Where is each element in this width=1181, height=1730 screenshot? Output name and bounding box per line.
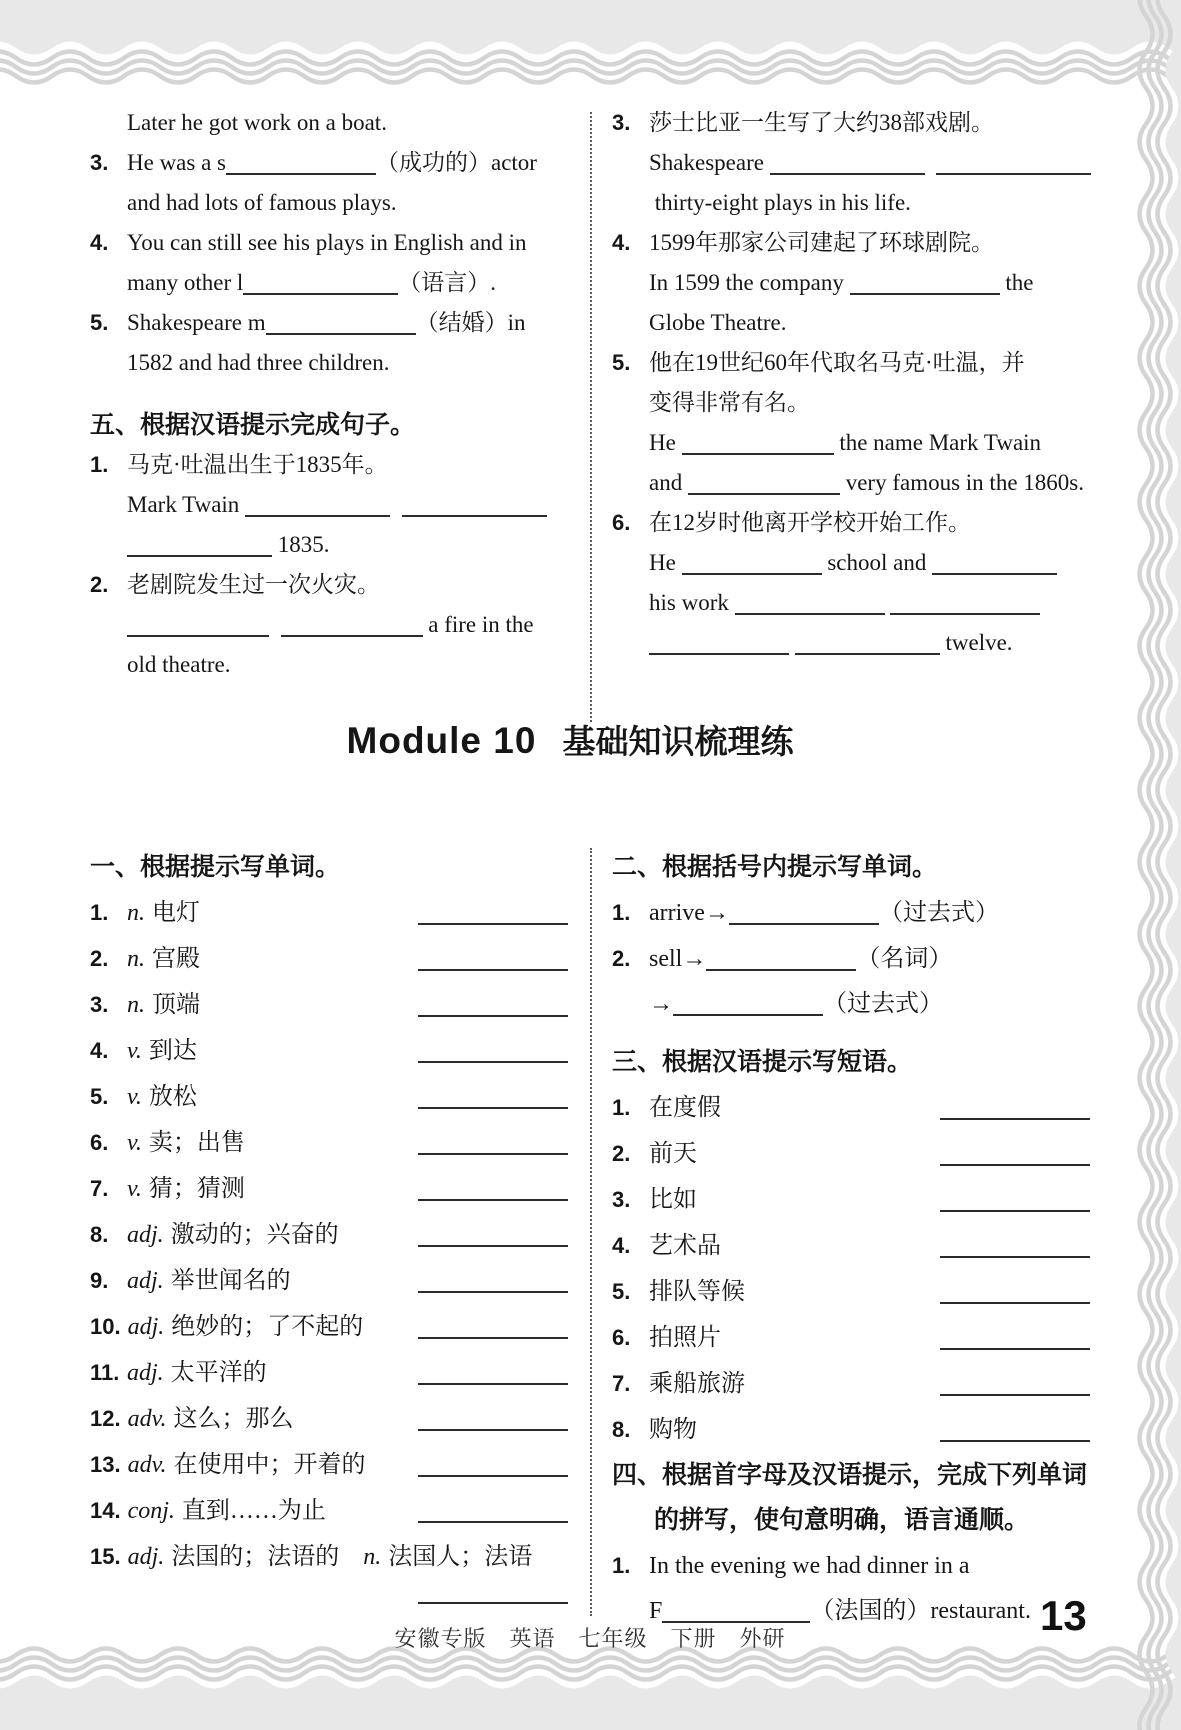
item-number: 11.: [90, 1360, 120, 1385]
exercise-line: [90, 1212, 568, 1258]
answer-blank[interactable]: [735, 611, 885, 615]
part-of-speech-label: n.: [363, 1544, 382, 1570]
text-segment: 乘船旅游: [649, 1371, 745, 1397]
text-segment: [885, 583, 891, 623]
part-of-speech-label: adj.: [127, 1544, 165, 1570]
exercise-line: [612, 1361, 1090, 1407]
exercise-line: [90, 982, 568, 1028]
exercise-line: [90, 565, 568, 605]
answer-blank[interactable]: [418, 1335, 568, 1339]
text-segment: 比如: [649, 1187, 697, 1213]
text-segment: 直到……为止: [181, 1498, 326, 1524]
answer-blank[interactable]: [418, 1289, 568, 1293]
text-segment: his work: [649, 590, 735, 615]
exercise-line: [90, 890, 568, 936]
answer-blank[interactable]: [932, 571, 1057, 575]
exercise-line: [90, 1595, 568, 1599]
exercise-line: [612, 103, 1090, 143]
exercise-line: [90, 223, 568, 263]
item-number: 1.: [90, 900, 109, 925]
text-segment: the name Mark Twain: [833, 430, 1042, 455]
text-segment: （名词）: [856, 946, 953, 972]
item-number: 4.: [90, 230, 109, 255]
answer-blank[interactable]: [940, 1162, 1090, 1166]
exercise-line: [612, 1085, 1090, 1131]
part-of-speech-label: v.: [127, 1084, 142, 1110]
answer-blank[interactable]: [795, 651, 940, 655]
item-number: 3.: [90, 150, 109, 175]
text-segment: thirty-eight plays in his life.: [649, 190, 911, 215]
exercise-line: [612, 623, 1090, 663]
text-segment: 排队等候: [649, 1279, 745, 1305]
text-segment: 法国的；法语的: [171, 1544, 364, 1570]
text-segment: 太平洋的: [170, 1360, 267, 1386]
answer-blank[interactable]: [940, 1208, 1090, 1212]
exercise-line: [612, 263, 1090, 303]
text-segment: 法国人；法语: [388, 1544, 533, 1570]
text-segment: 这么；那么: [173, 1406, 294, 1432]
answer-blank[interactable]: [281, 633, 423, 637]
answer-blank[interactable]: [418, 1013, 568, 1017]
module-heading-english: Module 10: [346, 720, 537, 761]
item-number: 7.: [90, 1176, 109, 1201]
text-segment: a fire in the: [422, 612, 534, 637]
text-segment: 激动的；兴奋的: [170, 1222, 339, 1248]
text-segment: 购物: [649, 1417, 697, 1443]
answer-blank[interactable]: [127, 633, 269, 637]
exercise-line: [612, 1453, 1090, 1498]
text-segment: 1582 and had three children.: [127, 350, 390, 375]
text-segment: In the evening we had dinner in a: [649, 1553, 970, 1579]
exercise-line: [612, 1498, 1090, 1543]
section-heading: 三、根据汉语提示写短语。: [612, 1048, 913, 1076]
column-divider-top: [590, 112, 592, 722]
answer-blank[interactable]: [940, 1116, 1090, 1120]
part-of-speech-label: adj.: [127, 1222, 164, 1248]
section-heading: 四、根据首字母及汉语提示，完成下列单词: [612, 1461, 1088, 1489]
item-number: 4.: [612, 230, 631, 255]
item-number: 6.: [612, 510, 631, 535]
part-of-speech-label: n.: [127, 946, 145, 972]
text-segment: F: [649, 1598, 663, 1624]
text-segment: [269, 605, 281, 645]
answer-blank[interactable]: [418, 1519, 568, 1523]
part-of-speech-label: adj.: [127, 1360, 164, 1386]
answer-blank[interactable]: [127, 553, 272, 557]
text-segment: He was a s: [127, 150, 226, 175]
item-number: 1.: [612, 1095, 631, 1120]
exercise-line: [90, 1488, 568, 1534]
answer-blank[interactable]: [418, 967, 568, 971]
exercise-line: [612, 1543, 1090, 1589]
exercise-line: [612, 890, 1090, 936]
exercise-line: [90, 845, 568, 890]
exercise-line: [90, 303, 568, 343]
exercise-line: [90, 183, 568, 223]
item-number: 5.: [612, 1279, 631, 1304]
item-number: 5.: [612, 350, 631, 375]
exercise-line: [90, 1350, 568, 1396]
answer-blank[interactable]: [729, 921, 879, 925]
answer-blank[interactable]: [418, 1197, 568, 1201]
exercise-line: [612, 183, 1090, 223]
answer-blank[interactable]: [418, 921, 568, 925]
text-segment: school and: [821, 550, 933, 575]
text-segment: 在度假: [649, 1095, 721, 1121]
exercise-line: [90, 263, 568, 303]
exercise-line: [90, 1166, 568, 1212]
exercise-line: [612, 1040, 1090, 1085]
answer-blank[interactable]: [940, 1300, 1090, 1304]
text-segment: （结婚）in: [415, 310, 526, 335]
part-of-speech-label: v.: [127, 1038, 142, 1064]
answer-blank[interactable]: [940, 1346, 1090, 1350]
exercise-line: [612, 423, 1090, 463]
text-segment: Shakespeare m: [127, 310, 266, 335]
answer-blank[interactable]: [266, 331, 416, 335]
exercise-line: [612, 845, 1090, 890]
exercise-line: [612, 383, 1090, 423]
text-segment: 绝妙的；了不起的: [171, 1314, 364, 1340]
text-segment: （成功的）actor: [376, 150, 537, 175]
answer-blank[interactable]: [940, 1254, 1090, 1258]
text-segment: 前天: [649, 1141, 697, 1167]
item-number: 14.: [90, 1498, 121, 1523]
part-of-speech-label: v.: [127, 1130, 142, 1156]
item-number: 1.: [612, 900, 631, 925]
item-number: 4.: [612, 1233, 631, 1258]
exercise-line: [612, 343, 1090, 383]
exercise-line: [612, 143, 1090, 183]
text-segment: （过去式）: [878, 900, 999, 926]
exercise-line: [612, 1177, 1090, 1223]
module-heading: [0, 716, 1140, 763]
answer-blank[interactable]: [688, 491, 840, 495]
item-number: 2.: [612, 946, 631, 971]
exercise-line: [90, 1534, 568, 1580]
text-segment: 他在19世纪60年代取名马克·吐温，并: [649, 350, 1025, 375]
text-segment: 在使用中；开着的: [173, 1452, 366, 1478]
exercise-line: [612, 1131, 1090, 1177]
text-segment: In 1599 the company: [649, 270, 850, 295]
item-number: 15.: [90, 1544, 121, 1569]
text-segment: （法国的）restaurant.: [810, 1598, 1031, 1624]
text-segment: You can still see his plays in English and in: [127, 230, 527, 255]
answer-blank[interactable]: [706, 967, 856, 971]
exercise-line: [90, 1028, 568, 1074]
item-number: 1.: [612, 1553, 631, 1578]
text-segment: sell→: [649, 946, 707, 972]
text-segment: and: [649, 470, 688, 495]
part-of-speech-label: adj.: [127, 1268, 164, 1294]
exercise-line: [90, 525, 568, 565]
item-number: 5.: [90, 310, 109, 335]
part-of-speech-label: n.: [127, 900, 145, 926]
answer-blank[interactable]: [418, 1243, 568, 1247]
answer-blank[interactable]: [418, 1151, 568, 1155]
item-number: 8.: [612, 1417, 631, 1442]
item-number: 3.: [612, 1187, 631, 1212]
item-number: 2.: [90, 946, 109, 971]
exercise-line: [612, 503, 1090, 543]
exercise-line: [612, 463, 1090, 503]
text-segment: 猜；猜测: [148, 1176, 245, 1202]
exercise-line: [612, 1315, 1090, 1361]
part-of-speech-label: adv.: [127, 1452, 167, 1478]
exercise-line: [90, 1074, 568, 1120]
exercise-line: [612, 1223, 1090, 1269]
text-segment: 艺术品: [649, 1233, 721, 1259]
item-number: 6.: [612, 1325, 631, 1350]
answer-blank[interactable]: [682, 571, 822, 575]
text-segment: [789, 623, 795, 663]
item-number: 10.: [90, 1314, 121, 1339]
bottom-left-column: [90, 845, 568, 1599]
text-segment: 举世闻名的: [170, 1268, 291, 1294]
answer-blank[interactable]: [243, 291, 398, 295]
item-number: 4.: [90, 1038, 109, 1063]
section-heading: 一、根据提示写单词。: [90, 853, 341, 881]
text-segment: old theatre.: [127, 652, 231, 677]
text-segment: 变得非常有名。: [649, 390, 810, 415]
column-divider-bottom: [590, 848, 592, 1616]
item-number: 8.: [90, 1222, 109, 1247]
item-number: 13.: [90, 1452, 121, 1477]
answer-blank[interactable]: [418, 1600, 568, 1604]
text-segment: 顶端: [152, 992, 200, 1018]
exercise-line: [90, 645, 568, 685]
text-segment: 宫殿: [152, 946, 200, 972]
section-heading: 的拼写，使句意明确，语言通顺。: [654, 1506, 1030, 1534]
part-of-speech-label: n.: [127, 992, 145, 1018]
exercise-line: [612, 982, 1090, 1027]
part-of-speech-label: conj.: [127, 1498, 175, 1524]
text-segment: →: [649, 991, 673, 1017]
item-number: 1.: [90, 452, 109, 477]
text-segment: 放松: [148, 1084, 197, 1110]
exercise-line: [90, 343, 568, 383]
text-segment: and had lots of famous plays.: [127, 190, 397, 215]
answer-blank[interactable]: [402, 513, 547, 517]
answer-blank[interactable]: [940, 1438, 1090, 1442]
text-segment: He: [649, 430, 682, 455]
answer-blank[interactable]: [673, 1012, 823, 1016]
item-number: 6.: [90, 1130, 109, 1155]
item-number: 2.: [612, 1141, 631, 1166]
text-segment: 1835.: [272, 532, 330, 557]
exercise-line: [612, 1407, 1090, 1453]
answer-blank[interactable]: [682, 451, 834, 455]
text-segment: twelve.: [939, 630, 1013, 655]
answer-blank[interactable]: [890, 611, 1040, 615]
answer-blank[interactable]: [418, 1427, 568, 1431]
section-heading: 二、根据括号内提示写单词。: [612, 853, 938, 881]
exercise-line: [90, 143, 568, 183]
text-segment: 到达: [148, 1038, 197, 1064]
exercise-line: [612, 583, 1090, 623]
text-segment: Shakespeare: [649, 150, 770, 175]
module-heading-chinese: 基础知识梳理练: [562, 723, 794, 760]
text-segment: 卖；出售: [148, 1130, 245, 1156]
part-of-speech-label: adj.: [127, 1314, 165, 1340]
exercise-line: [90, 936, 568, 982]
exercise-line: [90, 405, 568, 445]
part-of-speech-label: v.: [127, 1176, 142, 1202]
exercise-line: [90, 1120, 568, 1166]
text-segment: Later he got work on a boat.: [127, 110, 387, 135]
answer-blank[interactable]: [940, 1392, 1090, 1396]
text-segment: very famous in the 1860s.: [839, 470, 1084, 495]
text-segment: many other l: [127, 270, 244, 295]
text-segment: arrive→: [649, 900, 729, 926]
top-right-column: [612, 103, 1090, 663]
text-segment: [925, 143, 937, 183]
exercise-line: [612, 223, 1090, 263]
top-left-column: [90, 103, 568, 685]
text-segment: 在12岁时他离开学校开始工作。: [649, 510, 971, 535]
text-segment: 1599年那家公司建起了环球剧院。: [649, 230, 994, 255]
answer-blank[interactable]: [418, 1105, 568, 1109]
item-number: 3.: [612, 110, 631, 135]
item-number: 2.: [90, 572, 109, 597]
exercise-line: [612, 303, 1090, 343]
answer-blank[interactable]: [649, 651, 789, 655]
exercise-line: [90, 605, 568, 645]
item-number: 7.: [612, 1371, 631, 1396]
section-heading: 五、根据汉语提示完成句子。: [90, 411, 416, 439]
text-segment: Mark Twain: [127, 492, 246, 517]
item-number: 5.: [90, 1084, 109, 1109]
part-of-speech-label: adv.: [127, 1406, 167, 1432]
answer-blank[interactable]: [850, 291, 1000, 295]
text-segment: 老剧院发生过一次火灾。: [127, 572, 380, 597]
bottom-right-column: [612, 845, 1090, 1634]
item-number: 12.: [90, 1406, 121, 1431]
exercise-line: [612, 936, 1090, 982]
text-segment: （过去式）: [823, 991, 943, 1017]
text-segment: 莎士比亚一生写了大约38部戏剧。: [649, 110, 994, 135]
answer-blank[interactable]: [936, 171, 1091, 175]
text-segment: （语言）.: [398, 270, 496, 295]
exercise-line: [90, 103, 568, 143]
answer-blank[interactable]: [418, 1381, 568, 1385]
exercise-line: [90, 445, 568, 485]
item-number: 3.: [90, 992, 109, 1017]
answer-blank[interactable]: [245, 513, 390, 517]
exercise-line: [90, 1442, 568, 1488]
answer-blank[interactable]: [418, 1473, 568, 1477]
exercise-line: [90, 1304, 568, 1350]
exercise-line: [90, 1258, 568, 1304]
exercise-line: [90, 1396, 568, 1442]
text-segment: 马克·吐温出生于1835年。: [127, 452, 388, 477]
answer-blank[interactable]: [770, 171, 925, 175]
text-segment: 电灯: [152, 900, 200, 926]
text-segment: [390, 485, 402, 525]
footer-edition-info: 安徽专版 英语 七年级 下册 外研: [394, 1626, 786, 1651]
exercise-line: [612, 543, 1090, 583]
text-segment: 拍照片: [649, 1325, 721, 1351]
answer-blank[interactable]: [226, 171, 376, 175]
exercise-line: [90, 485, 568, 525]
answer-blank[interactable]: [418, 1059, 568, 1063]
text-segment: He: [649, 550, 682, 575]
page-number: 13: [1040, 1592, 1087, 1639]
exercise-line: [612, 1269, 1090, 1315]
text-segment: the: [999, 270, 1034, 295]
text-segment: Globe Theatre.: [649, 310, 787, 335]
item-number: 9.: [90, 1268, 109, 1293]
